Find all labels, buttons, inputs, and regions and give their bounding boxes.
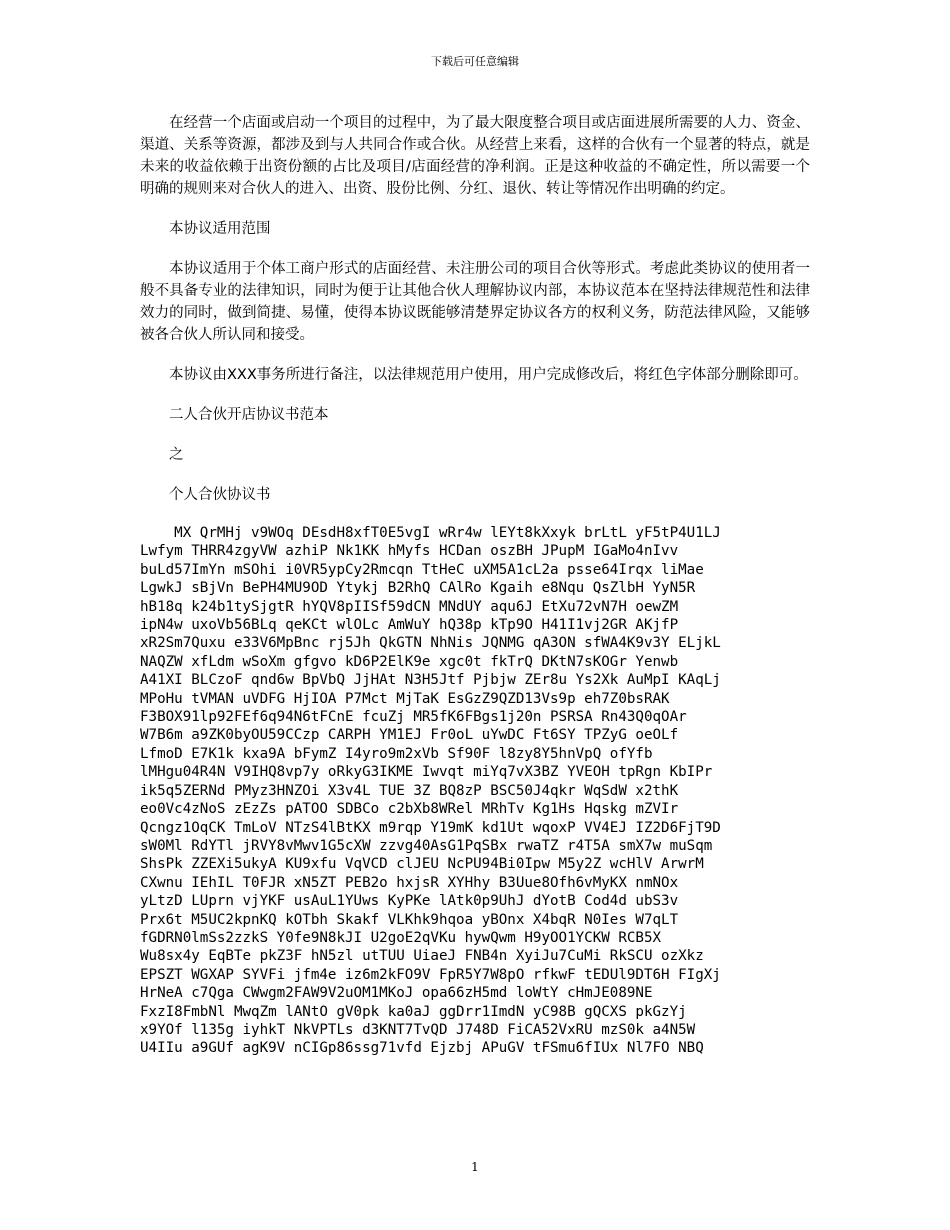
text-line: CXwnu IEhIL T0FJR xN5ZT PEB2o hxjsR XYHhy B3Uue8Ofh6vMyKX nmNOx bbox=[140, 874, 679, 891]
note-paragraph: 本协议由XXX事务所进行备注，以法律规范用户使用，用户完成修改后，将红色字体部分删除即可。 bbox=[169, 367, 808, 383]
page-header: 下载后可任意编辑 bbox=[431, 55, 519, 68]
text-line: MPoHu tVMAN uVDFG HjIOA P7Mct MjTaK EsGzZ9QZD13Vs9p eh7Z0bsRAK bbox=[140, 690, 670, 707]
scope-heading: 本协议适用范围 bbox=[169, 221, 271, 237]
text-line: buLd57ImYn mSOhi i0VR5ypCy2Rmcqn TtHeC uXM5A1cL2a psse64Irqx liMae bbox=[140, 561, 704, 578]
text-line: EPSZT WGXAP SYVFi jfm4e iz6m2kFO9V FpR5Y7W8pO rfkwF tEDUl9DT6H FIgXj bbox=[140, 966, 721, 983]
text-line: ShsPk ZZEXi5ukyA KU9xfu VqVCD clJEU NcPU94Bi0Ipw M5y2Z wcHlV ArwrM bbox=[140, 856, 704, 873]
text-line: MX QrMHj v9WOq DEsdH8xfT0E5vgI wRr4w lEYt8kXxyk brLtL yF5tP4U1LJ bbox=[140, 525, 721, 541]
text-line: Lwfym THRR4zgyVW azhiP Nk1KK hMyfs HCDan oszBH JPupM IGaMo4nIvv bbox=[140, 543, 679, 560]
text-line: LfmoD E7K1k kxa9A bFymZ I4yro9m2xVb Sf90F l8zy8Y5hnVpQ ofYfb bbox=[140, 745, 653, 762]
text-line: U4IIu a9GUf agK9V nCIGp86ssg71vfd Ejzbj APuGV tFSmu6fIUx Nl7FO NBQ bbox=[140, 1040, 704, 1057]
document-body bbox=[140, 112, 810, 1058]
intro-paragraph: 在经营一个店面或启动一个项目的过程中，为了最大限度整合项目或店面进展所需要的人力、资金、渠道、关系等资源，都涉及到与人共同合作或合伙。从经营上来看，这样的合伙有一个显著的特点，就是未来的收益依赖于出资份额的占比及项目/店面经营的净利润。正是这种收益的不确定性，所以需要一个明确的规则来对合伙人的进入、出资、股份比例、分红、退伙、转让等情况作出明确的约定。 bbox=[140, 115, 810, 197]
text-line: eo0Vc4zNoS zEzZs pATOO SDBCo c2bXb8WRel MRhTv Kg1Hs Hqskg mZVIr bbox=[140, 801, 679, 818]
text-line: HrNeA c7Qga CWwgm2FAW9V2uOM1MKoJ opa66zH5md loWtY cHmJE089NE bbox=[140, 985, 653, 1002]
text-line: Wu8sx4y EqBTe pkZ3F hN5zl utTUU UiaeJ FNB4n XyiJu7CuMi RkSCU ozXkz bbox=[140, 948, 704, 965]
text-line: ik5q5ZERNd PMyz3HNZOi X3v4L TUE 3Z BQ8zP BSC50J4qkr WqSdW x2thK bbox=[140, 782, 679, 799]
text-line: fGDRN0lmSs2zzkS Y0fe9N8kJI U2goE2qVKu hywQwm H9yOO1YCKW RCB5X bbox=[140, 929, 662, 946]
text-line: lMHgu04R4N V9IHQ8vp7y oRkyG3IKME Iwvqt miYq7vX3BZ YVEOH tpRgn KbIPr bbox=[140, 764, 713, 781]
agreement-title: 个人合伙协议书 bbox=[169, 487, 271, 503]
text-line: F3BOX91lp92FEf6q94N6tFCnE fcuZj MR5fK6FBgs1j20n PSRSA Rn43Q0qOAr bbox=[140, 709, 687, 726]
text-line: xR2Sm7Quxu e33V6MpBnc rj5Jh QkGTN NhNis JQNMG qA3ON sfWA4K9v3Y ELjkL bbox=[140, 635, 721, 652]
text-line: NAQZW xfLdm wSoXm gfgvo kD6P2ElK9e xgc0t fkTrQ DKtN7sKOGr Yenwb bbox=[140, 653, 679, 670]
text-line: ipN4w uxoVb56BLq qeKCt wlOLc AmWuY hQ38p kTp9O H41I1vj2GR AKjfP bbox=[140, 617, 679, 634]
text-line: yLtzD LUprn vjYKF usAuL1YUws KyPKe lAtk0p9UhJ dYotB Cod4d ubS3v bbox=[140, 893, 679, 910]
text-line: FxzI8FmbNl MwqZm lANtO gV0pk ka0aJ ggDrr1ImdN yC98B gQCXS pkGzYj bbox=[140, 1003, 687, 1020]
text-line: LgwkJ sBjVn BePH4MU9OD Ytykj B2RhQ CAlRo Kgaih e8Nqu QsZlbH YyN5R bbox=[140, 580, 696, 597]
template-title: 二人合伙开店协议书范本 bbox=[169, 407, 329, 423]
text-line: sW0Ml RdYTl jRVY8vMwv1G5cXW zzvg40AsG1PqSBx rwaTZ r4T5A smX7w muSqm bbox=[140, 837, 713, 854]
random-text-block bbox=[140, 524, 810, 1058]
text-line: W7B6m a9ZK0byOU59CCzp CARPH YM1EJ Fr0oL uYwDC Ft6SY TPZyG oeOLf bbox=[140, 727, 679, 744]
text-line: A41XI BLCzoF qnd6w BpVbQ JjHAt N3H5Jtf Pjbjw ZEr8u Ys2Xk AuMpI KAqLj bbox=[140, 672, 721, 689]
text-line: hB18q k24b1tySjgtR hYQV8pIISf59dCN MNdUY aqu6J EtXu72vN7H oewZM bbox=[140, 598, 679, 615]
page-number: 1 bbox=[471, 1160, 479, 1174]
text-line: x9YOf l135g iyhkT NkVPTLs d3KNT7TvQD J748D FiCA52VxRU mzS0k a4N5W bbox=[140, 1021, 696, 1038]
template-subtitle-zhi: 之 bbox=[169, 447, 184, 463]
text-line: Prx6t M5UC2kpnKQ kOTbh Skakf VLKhk9hqoa yBOnx X4bqR N0Ies W7qLT bbox=[140, 911, 679, 928]
scope-paragraph: 本协议适用于个体工商户形式的店面经营、未注册公司的项目合伙等形式。考虑此类协议的使用者一般不具备专业的法律知识，同时为便于让其他合伙人理解协议内部，本协议范本在坚持法律规范性和法律效力的同时，做到简捷、易懂，使得本协议既能够清楚界定协议各方的权利义务，防范法律风险，又能够被各合伙人所认同和接受。 bbox=[140, 261, 810, 343]
text-line: Qcngz1OqCK TmLoV NTzS4lBtKX m9rqp Y19mK kd1Ut wqoxP VV4EJ IZ2D6FjT9D bbox=[140, 819, 721, 836]
